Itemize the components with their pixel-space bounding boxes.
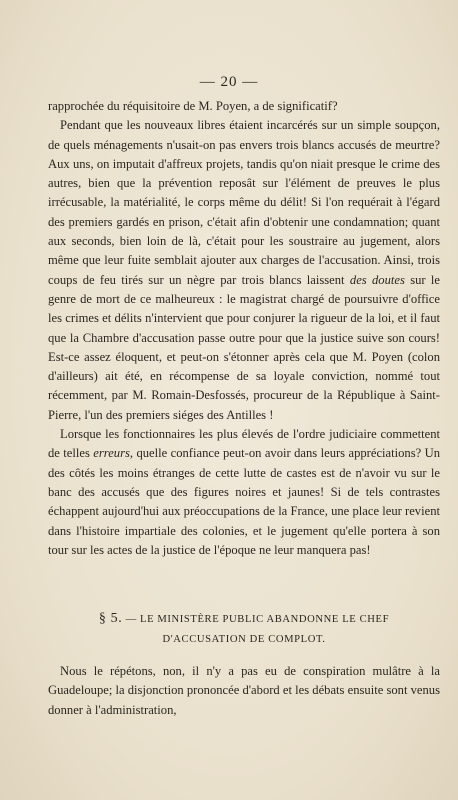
paragraph-pendant-part2: sur le genre de mort de ce malheureux : le magistrat chargé de poursuivre d'office les crimes et délits n'intervient que pour conjurer la rigueur de la loi, et il faut que la Chambre d'accusation passe outre pour que la justice suive son cours! Est-ce assez éloquent, et peut-on s'étonner après cela que M. Poyen (colon d'ailleurs) ait été, en récompense de sa loyale conviction, nommé tout récemment, par M. Romain-Desfossés, procureur de la République à Saint-Pierre, l'un des premiers siéges des Antilles ! (48, 272, 440, 422)
section-heading-line1 (60, 609, 428, 630)
section-heading (60, 609, 428, 650)
paragraph-pendant (48, 116, 440, 425)
section-title-line2: D'ACCUSATION DE COMPLOT. (162, 634, 326, 645)
paragraph-continuation: rapprochée du réquisitoire de M. Poyen, a de significatif? (48, 99, 338, 113)
following-text-block (48, 662, 440, 720)
paragraph-lorsque (48, 425, 440, 560)
section-title-line1: — LE MINISTÈRE PUBLIC ABANDONNE LE CHEF (125, 614, 390, 625)
paragraph-lorsque-part2: quelle confiance peut-on avoir dans leurs appréciations? Un des côtés les moins étranges de cette lutte de castes est de n'avoir vu sur le banc des accusés que des figures noires et jaunes! Si de tels contrastes échappent aujourd'hui aux préoccupations de la France, une place leur revient dans l'histoire impartiale des colonies, et le jugement qu'elle portera à son tour sur les actes de la justice de l'époque ne leur manquera pas! (48, 446, 441, 557)
italic-des-doutes: des doutes (349, 272, 405, 287)
section-number: § 5. (98, 611, 123, 626)
page-number: — 20 — (199, 74, 259, 90)
paragraph-lorsque-part1: Lorsque les fonctionnaires les plus élevés de l'ordre judiciaire commettent de telles (48, 427, 440, 461)
paragraph-nous: Nous le répétons, non, il n'y a pas eu de conspiration mulâtre à la Guadeloupe; la disjonction prononcée d'abord et les débats ensuite sont venus donner à l'administration, (48, 664, 440, 717)
paragraph-pendant-part1: Pendant que les nouveaux libres étaient incarcérés sur un simple soupçon, de quels ménagements n'usait-on pas envers trois blancs accusés de meurtre? Aux uns, on imputait d'affreux projets, tandis qu'on niait presque le crime des autres, bien que la prévention reposât sur l'élément de preuves le plus irrécusable, la matérialité, le corps même du délit! Si l'on requérait à l'égard des premiers gardés en prison, c'était afin d'obtenir une condamnation; quant aux seconds, bien loin de là, c'était pour les soustraire au jugement, alors même que leur fuite semblait ajouter aux charges de l'accusation. Ainsi, trois coups de feu tirés sur un nègre par trois blancs laissent (48, 118, 440, 287)
main-text-block (48, 97, 440, 560)
italic-erreurs: erreurs, (93, 446, 134, 461)
